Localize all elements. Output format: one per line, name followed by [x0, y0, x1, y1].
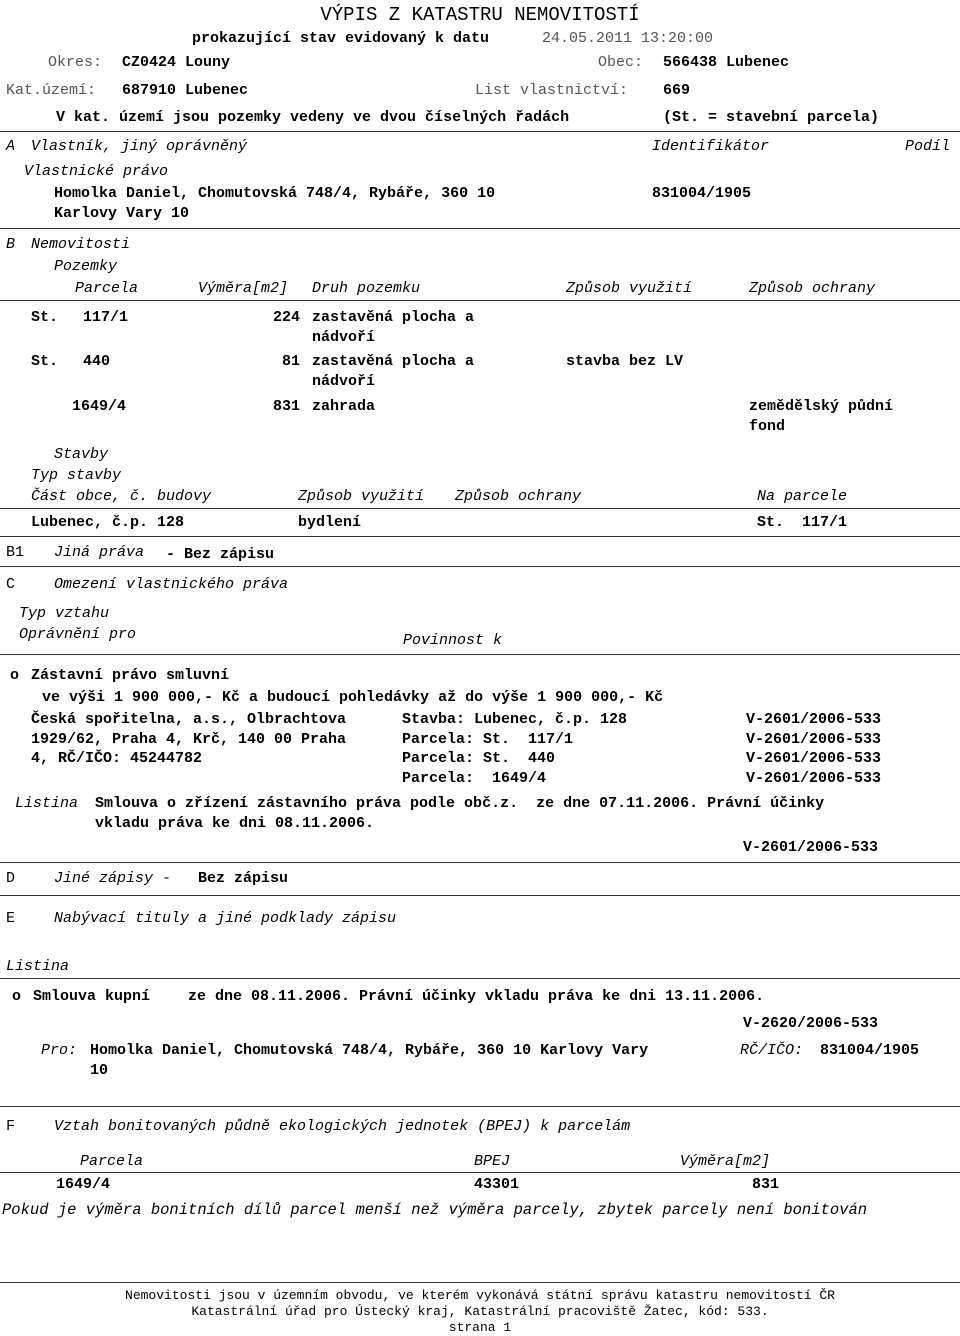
parcel-prefix: St.	[31, 309, 59, 326]
divider-e	[0, 1106, 960, 1107]
share-column-header: Podíl	[905, 138, 951, 155]
bullet-icon: o	[12, 988, 22, 1005]
parcel-area: 831	[272, 398, 300, 415]
duty-object: Parcela: St. 440	[402, 750, 556, 767]
divider-b1	[0, 566, 960, 567]
parcel-protection: zemědělský půdní	[749, 398, 894, 415]
bpej-parcel: 1649/4	[56, 1176, 111, 1193]
parcel-number: 1649/4	[72, 398, 127, 415]
e-document-reference: V-2620/2006-533	[743, 1015, 879, 1032]
section-e-title: Nabývací tituly a jiné podklady zápisu	[54, 910, 397, 927]
c-listina-reference: V-2601/2006-533	[743, 839, 879, 856]
e-rc-label: RČ/IČO:	[740, 1042, 804, 1059]
c-listina-line1: Smlouva o zřízení zástavního práva podle obč.z. ze dne 07.11.2006. Právní účinky	[95, 795, 825, 812]
building-protection-column-header: Způsob ochrany	[455, 488, 582, 505]
parcel-land-type: zahrada	[312, 398, 376, 415]
on-parcel-column-header: Na parcele	[757, 488, 848, 505]
owner-address-line2: Karlovy Vary 10	[54, 205, 190, 222]
e-for-label: Pro:	[41, 1042, 78, 1059]
page-number: strana 1	[448, 1320, 512, 1335]
duty-to-column-header: Povinnost k	[403, 632, 503, 649]
section-a-title: Vlastník, jiný oprávněný	[31, 138, 248, 155]
e-document-text: ze dne 08.11.2006. Právní účinky vkladu práva ke dni 13.11.2006.	[188, 988, 765, 1005]
parcel-use: stavba bez LV	[566, 353, 684, 370]
footer-line1: Nemovitosti jsou v územním obvodu, ve kterém vykonává státní správu katastru nemovitostí ČR	[125, 1288, 835, 1303]
duty-reference: V-2601/2006-533	[746, 750, 882, 767]
section-d-title: Jiné zápisy -	[54, 870, 172, 887]
parcel-land-type: zastavěná plocha a	[312, 353, 475, 370]
parcel-area: 224	[272, 309, 300, 326]
lv-label: List vlastnictví:	[475, 82, 629, 99]
creditor-line1: Česká spořitelna, a.s., Olbrachtova	[31, 711, 347, 728]
relation-type-label: Typ vztahu	[19, 605, 110, 622]
obec-label: Obec:	[598, 54, 644, 71]
use-column-header: Způsob využití	[566, 280, 693, 297]
duty-object: Parcela: 1649/4	[402, 770, 547, 787]
buildings-subtitle: Stavby	[54, 446, 109, 463]
section-d-value: Bez zápisu	[198, 870, 289, 887]
creditor-line2: 1929/62, Praha 4, Krč, 140 00 Praha	[31, 731, 347, 748]
divider-c-header	[0, 654, 960, 655]
lv-value: 669	[663, 82, 691, 99]
entitled-for-column-header: Oprávnění pro	[19, 626, 137, 643]
state-date: 24.05.2011 13:20:00	[542, 30, 714, 47]
divider-e-listina	[0, 978, 960, 979]
obec-value: 566438 Lubenec	[663, 54, 790, 71]
section-c-title: Omezení vlastnického práva	[54, 576, 289, 593]
section-f-letter: F	[6, 1118, 16, 1135]
divider-header	[0, 131, 960, 132]
section-d-letter: D	[6, 870, 16, 887]
section-b1-value: - Bez zápisu	[166, 546, 275, 563]
duty-object: Parcela: St. 117/1	[402, 731, 574, 748]
building-type-label: Typ stavby	[31, 467, 122, 484]
parcel-number: 117/1	[83, 309, 129, 326]
footer-line2: Katastrální úřad pro Ústecký kraj, Katastrální pracoviště Žatec, kód: 533.	[191, 1304, 769, 1319]
divider-f-header	[0, 1172, 960, 1173]
bpej-area: 831	[752, 1176, 780, 1193]
katuzemi-value: 687910 Lubenec	[122, 82, 249, 99]
land-subtitle: Pozemky	[54, 258, 118, 275]
e-rc-value: 831004/1905	[820, 1042, 920, 1059]
section-f-title: Vztah bonitovaných půdně ekologických jednotek (BPEJ) k parcelám	[54, 1118, 631, 1135]
duty-object: Stavba: Lubenec, č.p. 128	[402, 711, 628, 728]
pledge-amount: ve výši 1 900 000,- Kč a budoucí pohledávky až do výše 1 900 000,- Kč	[42, 689, 664, 706]
bpej-column-header: BPEJ	[474, 1153, 511, 1170]
parcel-land-type: zastavěná plocha a	[312, 309, 475, 326]
document-title: VÝPIS Z KATASTRU NEMOVITOSTÍ	[320, 4, 640, 26]
pledge-title: Zástavní právo smluvní	[31, 667, 230, 684]
parcel-land-type-cont: nádvoří	[312, 373, 376, 390]
building-part-column-header: Část obce, č. budovy	[31, 488, 212, 505]
protection-column-header: Způsob ochrany	[749, 280, 876, 297]
divider-d	[0, 895, 960, 896]
parcel-land-type-cont: nádvoří	[312, 329, 376, 346]
creditor-line3: 4, RČ/IČO: 45244782	[31, 750, 203, 767]
section-c-letter: C	[6, 576, 16, 593]
parcel-column-header: Parcela	[75, 280, 139, 297]
section-a-letter: A	[6, 138, 16, 155]
okres-value: CZ0424 Louny	[122, 54, 231, 71]
e-for-line2: 10	[90, 1062, 109, 1079]
e-listina-label: Listina	[6, 958, 70, 975]
owner-address-line1: Homolka Daniel, Chomutovská 748/4, Rybáře, 360 10	[54, 185, 496, 202]
e-document-name: Smlouva kupní	[33, 988, 151, 1005]
bpej-parcel-column-header: Parcela	[80, 1153, 144, 1170]
owner-identifier: 831004/1905	[652, 185, 752, 202]
building-part: Lubenec, č.p. 128	[31, 514, 185, 531]
building-use: bydlení	[298, 514, 362, 531]
section-b1-letter: B1	[6, 544, 25, 561]
section-e-letter: E	[6, 910, 16, 927]
state-prefix: prokazující stav evidovaný k datu	[192, 30, 490, 47]
c-listina-line2: vkladu práva ke dni 08.11.2006.	[95, 815, 375, 832]
divider-b	[0, 536, 960, 537]
bpej-note: Pokud je výměra bonitních dílů parcel menší než výměra parcely, zbytek parcely není bonitován	[2, 1201, 868, 1219]
identifier-column-header: Identifikátor	[652, 138, 770, 155]
parcel-protection-cont: fond	[749, 418, 786, 435]
building-use-column-header: Způsob využití	[298, 488, 425, 505]
section-b1-title: Jiná práva	[54, 544, 145, 561]
divider-c	[0, 862, 960, 863]
parcel-prefix: St.	[31, 353, 59, 370]
bpej-area-column-header: Výměra[m2]	[680, 1153, 771, 1170]
e-for-line1: Homolka Daniel, Chomutovská 748/4, Rybáře, 360 10 Karlovy Vary	[90, 1042, 649, 1059]
building-parcel: St. 117/1	[757, 514, 848, 531]
section-b-letter: B	[6, 236, 16, 253]
area-column-header: Výměra[m2]	[198, 280, 289, 297]
numbering-note: V kat. území jsou pozemky vedeny ve dvou číselných řadách	[56, 109, 570, 126]
katuzemi-label: Kat.území:	[6, 82, 97, 99]
okres-label: Okres:	[48, 54, 103, 71]
duty-reference: V-2601/2006-533	[746, 711, 882, 728]
st-parcel-note: (St. = stavební parcela)	[663, 109, 880, 126]
bullet-icon: o	[10, 667, 20, 684]
ownership-right-label: Vlastnické právo	[24, 163, 169, 180]
section-b-title: Nemovitosti	[31, 236, 131, 253]
parcel-number: 440	[83, 353, 111, 370]
footer-divider	[0, 1282, 960, 1283]
divider-parcels-header	[0, 300, 960, 301]
duty-reference: V-2601/2006-533	[746, 731, 882, 748]
divider-a	[0, 228, 960, 229]
duty-reference: V-2601/2006-533	[746, 770, 882, 787]
land-type-column-header: Druh pozemku	[312, 280, 421, 297]
parcel-area: 81	[281, 353, 300, 370]
c-listina-label: Listina	[15, 795, 79, 812]
divider-buildings-header	[0, 508, 960, 509]
bpej-code: 43301	[474, 1176, 520, 1193]
